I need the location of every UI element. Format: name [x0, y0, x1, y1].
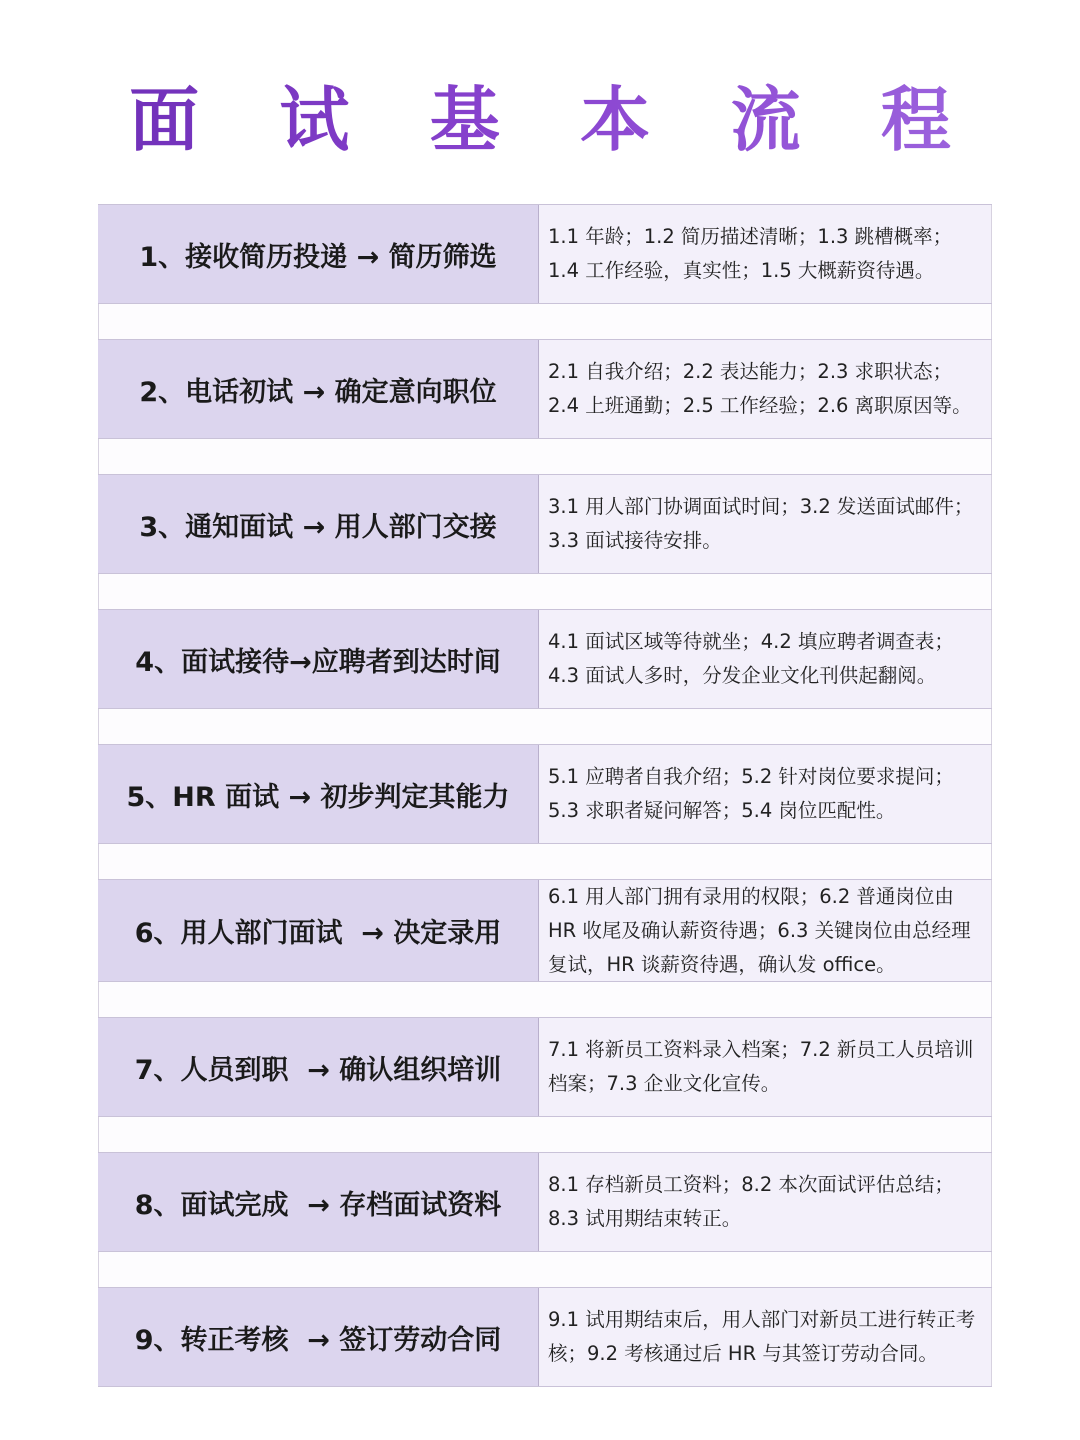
- row-spacer: [98, 982, 992, 1017]
- step-label: 3、通知面试 → 用人部门交接: [98, 475, 539, 573]
- step-description: [539, 340, 992, 438]
- table-row: [98, 474, 992, 574]
- row-spacer: [98, 574, 992, 609]
- step-label: 2、电话初试 → 确定意向职位: [98, 340, 539, 438]
- step-description-text: 5.1 应聘者自我介绍；5.2 针对岗位要求提问；5.3 求职者疑问解答；5.4 岗位匹配性。: [548, 765, 954, 822]
- step-description-text: 4.1 面试区域等待就坐；4.2 填应聘者调查表；4.3 面试人多时，分发企业文化刊供起翻阅。: [548, 630, 954, 687]
- step-description: [539, 745, 992, 843]
- table-row: [98, 1152, 992, 1252]
- step-description: [539, 880, 992, 981]
- step-label: 7、人员到职 → 确认组织培训: [98, 1018, 539, 1116]
- step-description: [539, 475, 992, 573]
- step-description: [539, 610, 992, 708]
- step-label: 6、用人部门面试 → 决定录用: [98, 880, 539, 981]
- step-description: [539, 1288, 992, 1386]
- step-description-text: 2.1 自我介绍；2.2 表达能力；2.3 求职状态；2.4 上班通勤；2.5 工作经验；2.6 离职原因等。: [548, 360, 972, 417]
- row-spacer: [98, 709, 992, 744]
- page-title: 面 试 基 本 流 程: [0, 78, 1080, 162]
- table-row: [98, 609, 992, 709]
- row-spacer: [98, 304, 992, 339]
- step-label: 1、接收简历投递 → 简历筛选: [98, 205, 539, 303]
- table-row: [98, 1287, 992, 1387]
- step-description-text: 1.1 年龄；1.2 简历描述清晰；1.3 跳槽概率；1.4 工作经验，真实性；1.5 大概薪资待遇。: [548, 225, 953, 282]
- step-description-text: 9.1 试用期结束后，用人部门对新员工进行转正考核；9.2 考核通过后 HR 与其签订劳动合同。: [548, 1308, 976, 1365]
- step-label: 8、面试完成 → 存档面试资料: [98, 1153, 539, 1251]
- table-row: [98, 204, 992, 304]
- table-row: [98, 879, 992, 982]
- table-row: [98, 1017, 992, 1117]
- step-description: [539, 1153, 992, 1251]
- row-spacer: [98, 439, 992, 474]
- step-description: [539, 205, 992, 303]
- row-spacer: [98, 1117, 992, 1152]
- row-spacer: [98, 844, 992, 879]
- table-row: [98, 339, 992, 439]
- step-description-text: 6.1 用人部门拥有录用的权限；6.2 普通岗位由 HR 收尾及确认薪资待遇；6.3 关键岗位由总经理复试，HR 谈薪资待遇，确认发 office。: [548, 884, 971, 976]
- process-table: [98, 204, 992, 1387]
- step-label: 5、HR 面试 → 初步判定其能力: [98, 745, 539, 843]
- step-label: 4、面试接待→应聘者到达时间: [98, 610, 539, 708]
- table-row: [98, 744, 992, 844]
- step-description-text: 7.1 将新员工资料录入档案；7.2 新员工人员培训档案；7.3 企业文化宣传。: [548, 1038, 974, 1095]
- step-description-text: 8.1 存档新员工资料；8.2 本次面试评估总结；8.3 试用期结束转正。: [548, 1173, 954, 1230]
- step-description: [539, 1018, 992, 1116]
- step-label: 9、转正考核 → 签订劳动合同: [98, 1288, 539, 1386]
- row-spacer: [98, 1252, 992, 1287]
- step-description-text: 3.1 用人部门协调面试时间；3.2 发送面试邮件；3.3 面试接待安排。: [548, 495, 974, 552]
